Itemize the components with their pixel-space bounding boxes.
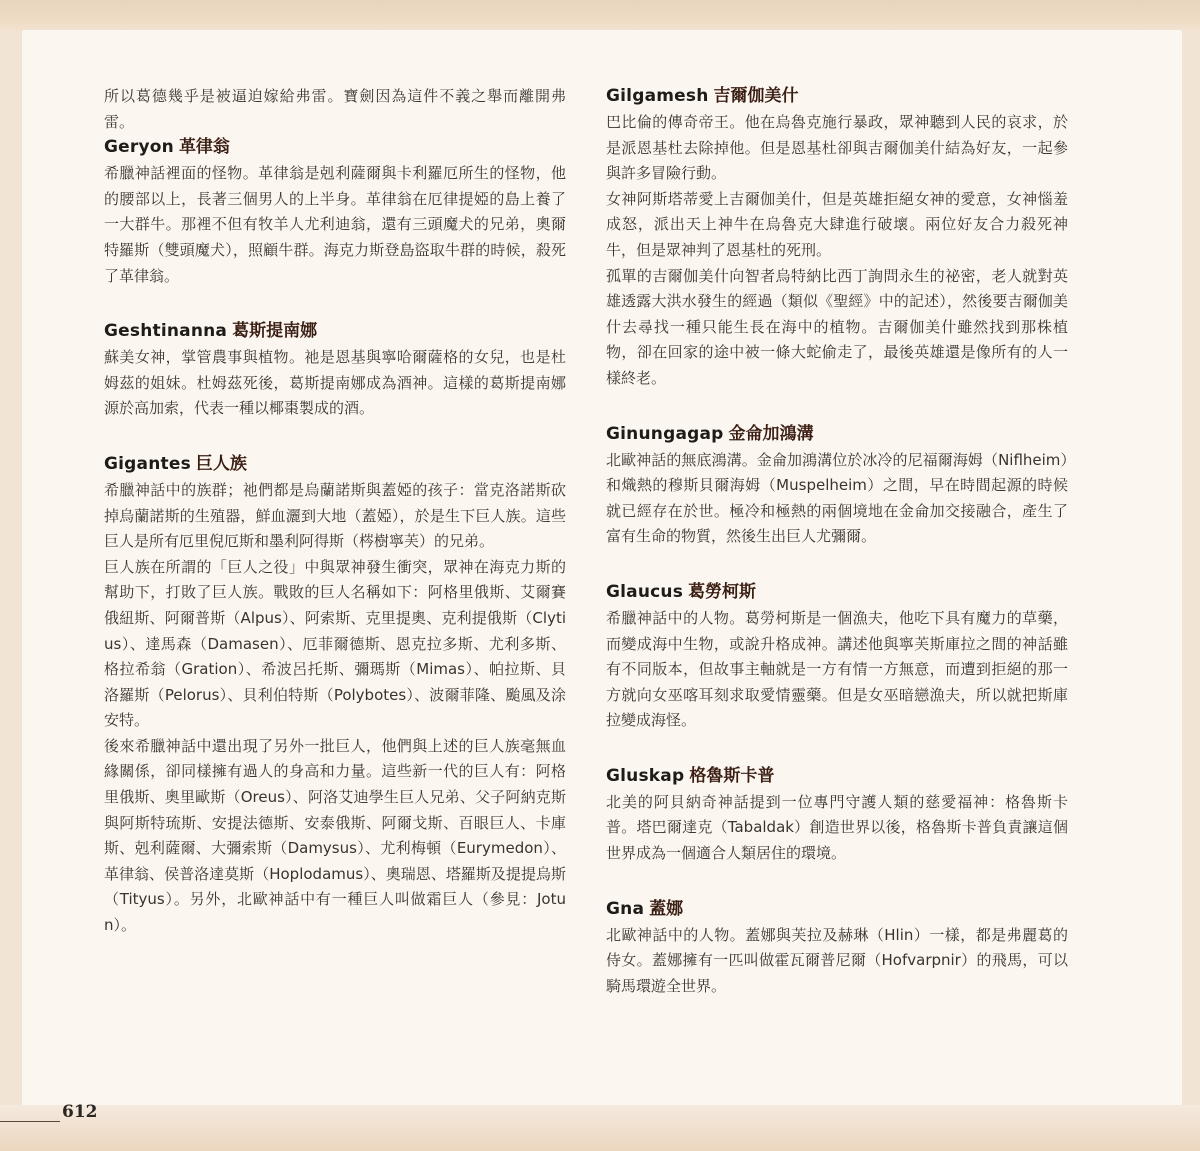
entry-title-latin: Gna xyxy=(606,898,645,919)
intro-paragraph: 所以葛德幾乎是被逼迫嫁給弗雷。寶劍因為這件不義之舉而離開弗雷。 xyxy=(104,87,566,131)
entry-title-latin: Ginungagap xyxy=(606,423,724,444)
entry-title-chinese: 葛勞柯斯 xyxy=(688,581,757,602)
entry-title-latin: Gluskap xyxy=(606,765,685,786)
entry-geshtinanna xyxy=(104,319,566,422)
entry-title-latin: Geryon xyxy=(104,137,174,158)
entry-paragraph: 女神阿斯塔蒂愛上吉爾伽美什，但是英雄拒絕女神的愛意，女神惱羞成怒，派出天上神牛在烏魯克大肆進行破壞。兩位好友合力殺死神牛，但是眾神判了恩基杜的死刑。 xyxy=(606,189,1068,259)
entry-title xyxy=(606,580,1068,604)
entry-title-latin: Gilgamesh xyxy=(606,86,709,106)
entry-title xyxy=(104,452,566,476)
entry-paragraph: 巴比倫的傳奇帝王。他在烏魯克施行暴政，眾神聽到人民的哀求，於是派恩基杜去除掉他。但是恩基杜卻與吉爾伽美什結為好友，一起參與許多冒險行動。 xyxy=(606,113,1068,183)
entry-title-chinese: 格魯斯卡普 xyxy=(689,765,775,786)
entry-title xyxy=(104,319,566,343)
entry-title xyxy=(606,422,1068,446)
entry-paragraph: 巨人族在所謂的「巨人之役」中與眾神發生衝突，眾神在海克力斯的幫助下，打敗了巨人族。戰敗的巨人名稱如下：阿格里俄斯、艾爾賽俄紐斯、阿爾普斯（Alpus）、阿索斯、克里提奧、克利提俄斯（Clytius）、達馬森（Damasen）、厄菲爾德斯、恩克拉多斯、尤利多斯、格拉希翁（Gration）、希波呂托斯、彌瑪斯（Mimas）、帕拉斯、貝洛羅斯（Pelorus）、貝利伯特斯（Polybotes）、波爾菲隆、颱風及涂安特。 xyxy=(104,557,566,730)
entry-title xyxy=(606,897,1068,921)
entry-title-chinese: 蓋娜 xyxy=(649,898,684,919)
entry-paragraph: 孤單的吉爾伽美什向智者烏特納比西丁詢問永生的祕密，老人就對英雄透露大洪水發生的經過（類似《聖經》中的記述），然後要吉爾伽美什去尋找一種只能生長在海中的植物。吉爾伽美什雖然找到那株植物，卻在回家的途中被一條大蛇偷走了，最後英雄還是像所有的人一樣終老。 xyxy=(606,266,1068,387)
entry-title-latin: Gigantes xyxy=(104,453,191,474)
entry-paragraph: 北歐神話的無底鴻溝。金侖加鴻溝位於冰冷的尼福爾海姆（Niflheim）和熾熱的穆斯貝爾海姆（Muspelheim）之間，早在時間起源的時候就已經存在於世。極冷和極熱的兩個境地在金侖加交接融合，產生了富有生命的物質，然後生出巨人尤彌爾。 xyxy=(606,450,1068,546)
entry-paragraph: 希臘神話裡面的怪物。革律翁是剋利薩爾與卡利羅厄所生的怪物，他的腰部以上，長著三個男人的上半身。革律翁在厄律提婭的島上養了一大群牛。那裡不但有牧羊人尤利迪翁，還有三頭魔犬的兄弟，奧爾特羅斯（雙頭魔犬），照顧牛群。海克力斯登島盜取牛群的時候，殺死了革律翁。 xyxy=(104,164,566,285)
entry-title-latin: Glaucus xyxy=(606,581,684,602)
entry-title-latin: Geshtinanna xyxy=(104,321,228,342)
entry-title-chinese: 巨人族 xyxy=(195,453,247,474)
page-number: 612 xyxy=(62,1102,98,1122)
entry-ginungagap xyxy=(606,422,1068,550)
page-top-band xyxy=(0,0,1200,34)
left-column xyxy=(104,84,566,969)
page-number-rule xyxy=(0,1121,60,1122)
entry-gna xyxy=(606,897,1068,1000)
page-bottom-band xyxy=(0,1105,1200,1151)
entry-paragraph: 後來希臘神話中還出現了另外一批巨人，他們與上述的巨人族毫無血緣關係，卻同樣擁有過人的身高和力量。這些新一代的巨人有：阿格里俄斯、奧里歐斯（Oreus）、阿洛艾迪學生巨人兄弟、父子阿納克斯與阿斯特琉斯、安提法德斯、安泰俄斯、阿爾戈斯、百眼巨人、卡庫斯、剋利薩爾、大彌索斯（Damysus）、尤利梅頓（Eurymedon）、革律翁、侯普洛達莫斯（Hoplodamus）、奧瑞恩、塔羅斯及提提烏斯（Tityus）。另外，北歐神話中有一種巨人叫做霜巨人（參見：Jotun）。 xyxy=(104,736,566,935)
entry-gigantes xyxy=(104,452,566,939)
entry-title xyxy=(104,135,566,159)
entry-title-chinese: 吉爾伽美什 xyxy=(713,86,799,106)
entry-title-chinese: 革律翁 xyxy=(178,137,230,158)
right-column xyxy=(606,84,1068,1029)
entry-title xyxy=(606,764,1068,788)
entry-title xyxy=(606,84,1068,108)
entry-glaucus xyxy=(606,580,1068,734)
entry-gilgamesh xyxy=(606,84,1068,392)
entry-paragraph: 北美的阿貝納奇神話提到一位專門守護人類的慈愛福神：格魯斯卡普。塔巴爾達克（Tabaldak）創造世界以後，格魯斯卡普負責讓這個世界成為一個適合人類居住的環境。 xyxy=(606,792,1068,863)
entry-paragraph: 希臘神話中的族群；祂們都是烏蘭諾斯與蓋婭的孩子：當克洛諾斯砍掉烏蘭諾斯的生殖器，鮮血灑到大地（蓋婭），於是生下巨人族。這些巨人是所有厄里倪厄斯和墨利阿得斯（梣樹寧芙）的兄弟。 xyxy=(104,480,566,551)
entry-paragraph: 蘇美女神，掌管農事與植物。祂是恩基與寧哈爾薩格的女兒，也是杜姆茲的姐妹。杜姆茲死後，葛斯提南娜成為酒神。這樣的葛斯提南娜源於高加索，代表一種以椰棗製成的酒。 xyxy=(104,348,566,418)
entry-paragraph: 希臘神話中的人物。葛勞柯斯是一個漁夫，他吃下具有魔力的草藥，而變成海中生物，或說升格成神。講述他與寧芙斯庫拉之間的神話雖有不同版本，但故事主軸就是一方有情一方無意，而遭到拒絕的那一方就向女巫喀耳刻求取愛情靈藥。但是女巫暗戀漁夫，所以就把斯庫拉變成海怪。 xyxy=(606,608,1068,730)
entry-geryon xyxy=(104,135,566,289)
entry-title-chinese: 葛斯提南娜 xyxy=(232,321,318,342)
entry-title-chinese: 金侖加鴻溝 xyxy=(728,423,814,444)
entry-paragraph: 北歐神話中的人物。蓋娜與芙拉及赫琳（Hlin）一樣，都是弗麗葛的侍女。蓋娜擁有一匹叫做霍瓦爾普尼爾（Hofvarpnir）的飛馬，可以騎馬環遊全世界。 xyxy=(606,925,1068,995)
entry-gluskap xyxy=(606,764,1068,867)
